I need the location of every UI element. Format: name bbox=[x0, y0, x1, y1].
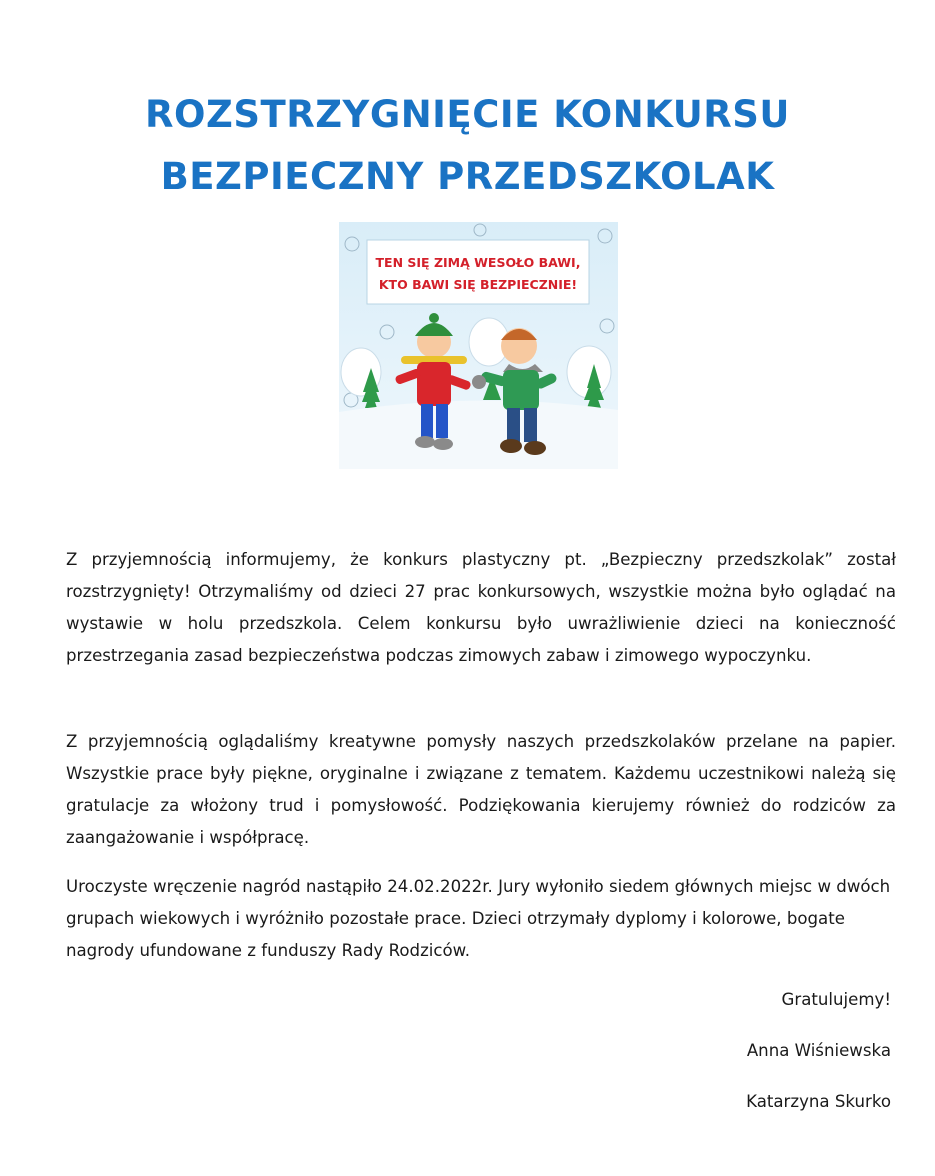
banner bbox=[367, 240, 589, 304]
paragraph-3: Uroczyste wręczenie nagród nastąpiło 24.02.2022r. Jury wyłoniło siedem głównych miejsc w dwóch grupach wiekowych i wyróżniło pozostałe prace. Dzieci otrzymały dyplomy i kolorowe, bogate nagrody ufundowane z funduszy Rady Rodziców. bbox=[66, 877, 891, 960]
paragraph-2: Z przyjemnością oglądaliśmy kreatywne pomysły naszych przedszkolaków przelane na papier. Wszystkie prace były piękne, oryginalne i związane z tematem. Każdemu uczestnikowi należą się gratulacje za włożony trud i pomysłowość. Podziękowania kierujemy również do rodziców za zaangażowanie i współpracę. bbox=[66, 732, 896, 847]
banner-line-2: KTO BAWI SIĘ BEZPIECZNIE! bbox=[378, 277, 578, 292]
congratulations-text: Gratulujemy! bbox=[781, 990, 891, 1009]
paragraph-1: Z przyjemnością informujemy, że konkurs plastyczny pt. „Bezpieczny przedszkolak” został rozstrzygnięty! Otrzymaliśmy od dzieci 27 prac konkursowych, wszystkie można było oglądać na wystawie w holu przedszkola. Celem konkursu było uwrażliwienie dzieci na konieczność przestrzegania zasad bezpieczeństwa podczas zimowych zabaw i zimowego wypoczynku. bbox=[66, 550, 896, 665]
title-line-2: BEZPIECZNY PRZEDSZKOLAK bbox=[160, 155, 775, 198]
signer-name-2: Katarzyna Skurko bbox=[746, 1092, 891, 1111]
title-line-1: ROZSTRZYGNIĘCIE KONKURSU bbox=[145, 93, 790, 136]
winter-illustration bbox=[339, 222, 618, 469]
page-title bbox=[0, 84, 935, 208]
banner-line-1: TEN SIĘ ZIMĄ WESOŁO BAWI, bbox=[375, 255, 581, 270]
signer-name-1: Anna Wiśniewska bbox=[746, 1041, 891, 1060]
